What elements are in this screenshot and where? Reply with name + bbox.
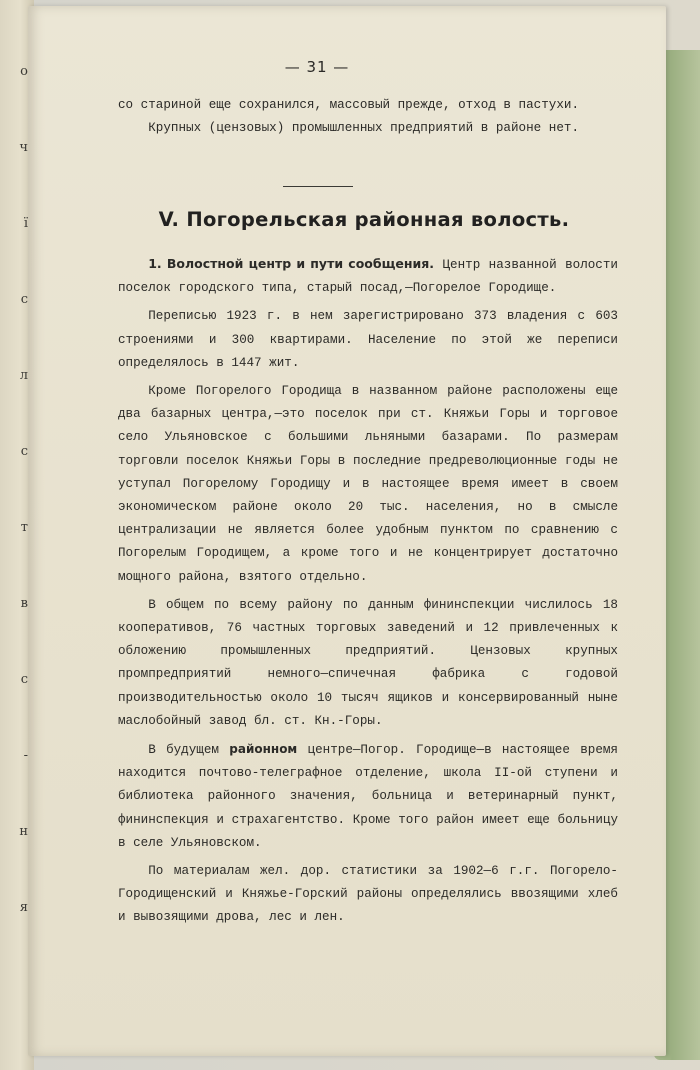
section-divider (283, 186, 353, 187)
paragraph-railway: По материалам жел. дор. статистики за 1902—6 г.г. Погорело-Городищенский и Княжье-Горский районы определялись ввозящими хлеб и вывозящими дрова, лес и лен. (118, 864, 618, 925)
facing-page-text-fragments (0, 60, 28, 920)
paragraph-enterprises: В общем по всему району по данным фининспекции числилось 18 кооперативов, 76 частных торговых заведений и 12 привлеченных к обложению промышленных предприятий. Цензовых крупных промпредприятий немного—спичечная фабрика с годовой производительностью около 10 тысяч ящиков и консервированный ныне маслобойный завод бл. ст. Кн.-Горы. (118, 597, 618, 728)
facing-page-fragment: - (23, 748, 28, 763)
facing-page-fragment: л (19, 368, 28, 383)
paragraph-center-lead: В будущем (148, 743, 219, 758)
facing-page-fragment: я (19, 900, 28, 915)
paragraph-center-text: центре—Погор. Городище—в настоящее время находится почтово-телеграфное отделение, школа II-ой ступени и библиотека районного значения, больница и ветеринарный пункт, фининспекция и страхагентство. Кроме того район имеет еще больницу в селе Ульяновском. (118, 743, 618, 850)
facing-page-fragment: ч (19, 140, 28, 155)
facing-page-fragment: с (20, 444, 28, 459)
subsection-text: Центр названной волости поселок городского типа, старый посад,—Погорелое Городище. (118, 258, 618, 296)
paragraph-center (118, 738, 618, 855)
subsection-title: 1. Волостной центр и пути сообщения. (148, 256, 435, 271)
page-number: — 31 — (284, 58, 350, 76)
intro-line-1: со стариной еще сохранился, массовый прежде, отход в пастухи. (118, 98, 580, 112)
intro-line-2: Крупных (цензовых) промышленных предприятий в районе нет. (148, 121, 580, 136)
facing-page-fragment: о (20, 64, 28, 79)
facing-page-fragment: н (19, 824, 28, 839)
paragraph-section-one (118, 252, 618, 300)
intro-block (118, 94, 618, 140)
facing-page-fragment: ї (23, 216, 28, 231)
facing-page-fragment: с (20, 292, 28, 307)
section-body (118, 252, 618, 930)
paragraph-bazaars: Кроме Погорелого Городища в названном районе расположены еще два базарных центра,—это поселок при ст. Княжьи Горы и торговое село Ульяновское с большими льняными базарами. По размерам торговли поселок Княжьи Горы в последние предреволюционные годы не уступал Погорелому Городищу и в настоящее время имеет в своем экономическом районе около 20 тыс. населения, но в смысле централизации не является более удобным пунктом по сравнению с Погорелым Городищем, а кроме того и не концентрирует достаточно мощного района, взятого отдельно. (118, 384, 618, 584)
paragraph-center-bold: районном (229, 742, 298, 757)
facing-page-fragment: с (20, 672, 28, 687)
section-heading: V. Погорельская районная волость. (158, 208, 570, 231)
paragraph-census: Переписью 1923 г. в нем зарегистрировано 373 владения с 603 строениями и 300 квартирами. Население по этой же переписи определялось в 1447 жит. (118, 309, 618, 370)
facing-page-fragment: в (20, 596, 28, 611)
facing-page-fragment: т (20, 520, 28, 535)
